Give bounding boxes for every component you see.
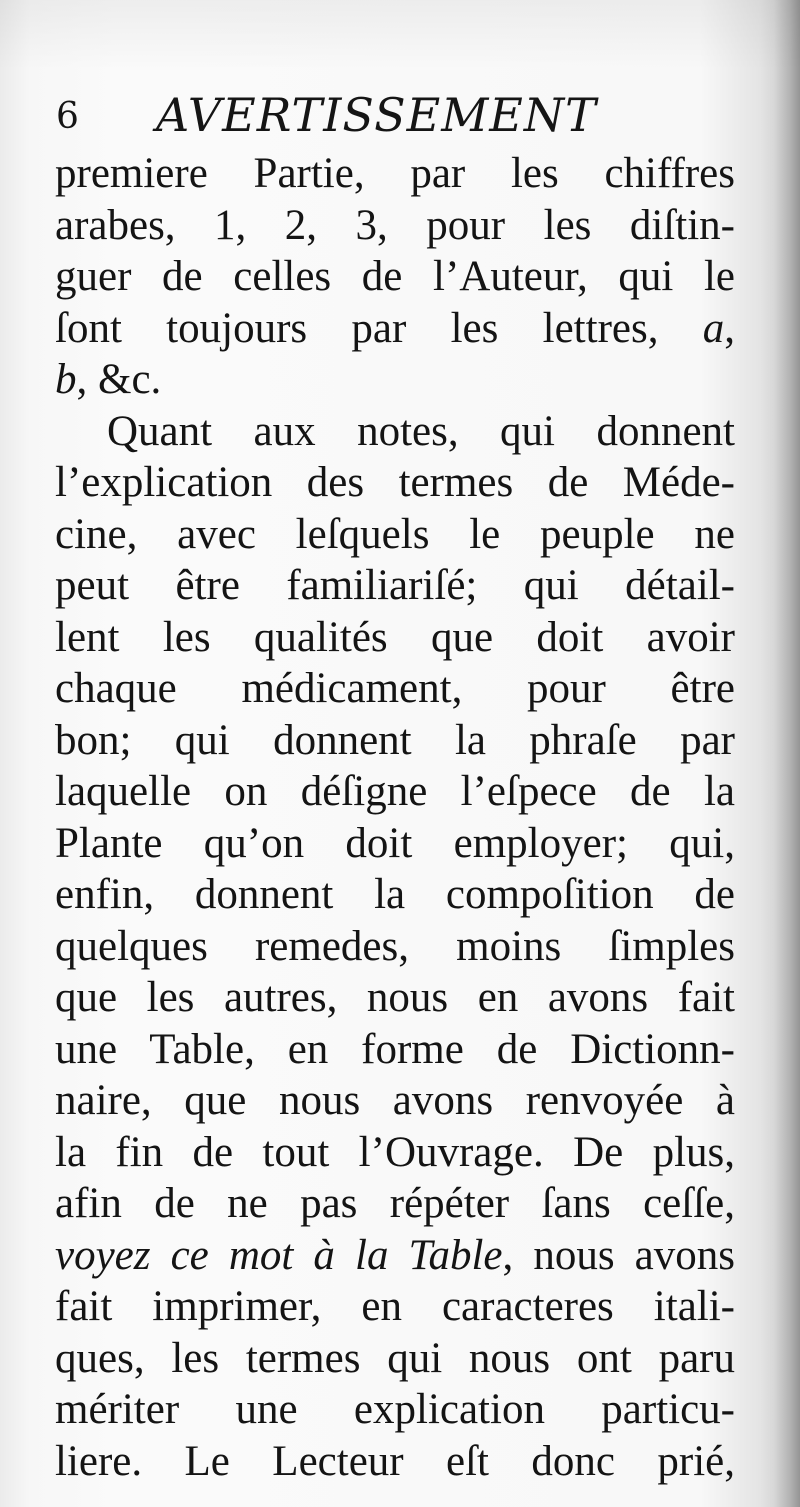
text-line: b, &c. xyxy=(55,356,162,403)
text-line: une Table, en forme de Dictionn- xyxy=(55,1025,735,1073)
text-line: arabes, 1, 2, 3, pour les diſtin- xyxy=(55,201,735,249)
text-line: lent les qualités que doit avoir xyxy=(55,613,735,661)
text-line: enfin, donnent la compoſition de xyxy=(55,871,735,918)
text-line: laquelle on déſigne l’eſpece de la xyxy=(55,768,735,815)
text-line: fait imprimer, en caracteres itali- xyxy=(55,1283,735,1330)
body-text xyxy=(55,148,735,1487)
text-line: Plante qu’on doit employer; qui, xyxy=(55,819,735,867)
text-line: cine, avec leſquels le peuple ne xyxy=(55,510,735,558)
text-line: l’explication des termes de Méde- xyxy=(55,459,735,506)
text-line: ſont toujours par les lettres, a, xyxy=(55,304,735,352)
text-line: ques, les termes qui nous ont paru xyxy=(55,1334,735,1382)
italic-text: a xyxy=(702,304,725,352)
page-number: 6 xyxy=(56,96,79,137)
text-line: naire, que nous avons renvoyée à xyxy=(55,1077,735,1124)
text-line: premiere Partie, par les chiffres xyxy=(55,150,735,197)
text-line: mériter une explication particu- xyxy=(55,1386,735,1433)
page-header xyxy=(48,88,728,148)
page-edge-shadow xyxy=(774,0,800,1507)
italic-text: voyez ce mot à la Table xyxy=(55,1231,503,1279)
text-line: guer de celles de l’Auteur, qui le xyxy=(55,253,735,300)
text-line: bon; qui donnent la phraſe par xyxy=(55,716,735,764)
text-line: afin de ne pas répéter ſans ceſſe, xyxy=(55,1180,735,1227)
text-line: quelques remedes, moins ſimples xyxy=(55,922,735,970)
italic-text: b xyxy=(55,356,77,403)
text-line: chaque médicament, pour être xyxy=(55,665,735,712)
text-line: peut être familiariſé; qui détail- xyxy=(55,562,735,609)
text-line: liere. Le Lecteur eſt donc prié, xyxy=(55,1437,735,1485)
text-line: voyez ce mot à la Table, nous avons xyxy=(55,1231,735,1279)
text-line: que les autres, nous en avons fait xyxy=(55,974,735,1021)
running-head: AVERTISSEMENT xyxy=(156,88,597,142)
text-line: la fin de tout l’Ouvrage. De plus, xyxy=(55,1128,735,1176)
page-top-shading xyxy=(0,0,800,70)
paragraph-start-line: Quant aux notes, qui donnent xyxy=(107,407,735,455)
